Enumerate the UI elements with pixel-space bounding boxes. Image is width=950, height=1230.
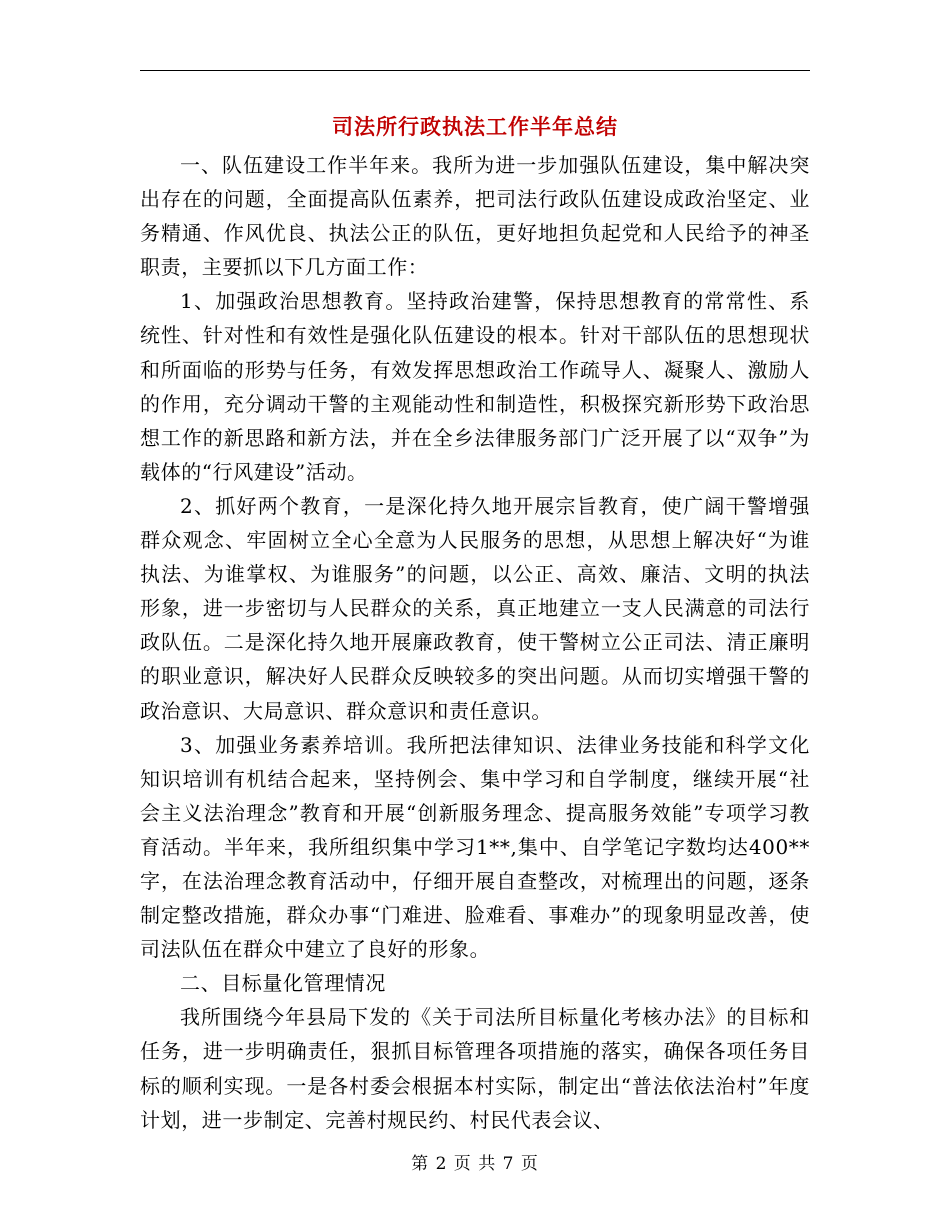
paragraph-target-management: 我所围绕今年县局下发的《关于司法所目标量化考核办法》的目标和任务，进一步明确责任，狠抓目标管理各项措施的落实，确保各项任务目标的顺利实现。一是各村委会根据本村实际，制定出“普法依法治村”年度计划，进一步制定、完善村规民约、村民代表会议、 — [140, 1005, 810, 1132]
section-heading-target-management: 二、目标量化管理情况 — [180, 971, 386, 996]
document-body — [140, 148, 810, 1137]
paragraph-two-educations: 2、抓好两个教育，一是深化持久地开展宗旨教育，使广阔干警增强群众观念、牢固树立全心全意为人民服务的思想，从思想上解决好“为谁执法、为谁掌权、为谁服务”的问题，以公正、高效、廉洁、文明的执法形象，进一步密切与人民群众的关系，真正地建立一支人民满意的司法行政队伍。二是深化持久地开展廉政教育，使干警树立公正司法、清正廉明的职业意识，解决好人民群众反映较多的突出问题。从而切实增强干警的政治意识、大局意识、群众意识和责任意识。 — [140, 493, 810, 723]
paragraph-team-building: 一、队伍建设工作半年来。我所为进一步加强队伍建设，集中解决突出存在的问题，全面提高队伍素养，把司法行政队伍建设成政治坚定、业务精通、作风优良、执法公正的队伍，更好地担负起党和人民给予的神圣职责，主要抓以下几方面工作： — [140, 153, 810, 280]
page-number: 第 2 页 共 7 页 — [411, 1154, 539, 1174]
paragraph-business-training: 3、加强业务素养培训。我所把法律知识、法律业务技能和科学文化知识培训有机结合起来，坚持例会、集中学习和自学制度，继续开展“社会主义法治理念”教育和开展“创新服务理念、提高服务效能”专项学习教育活动。半年来，我所组织集中学习1**,集中、自学笔记字数均达400**字，在法治理念教育活动中，仔细开展自查整改，对梳理出的问题，逐条制定整改措施，群众办事“门难进、脸难看、事难办”的现象明显改善，使司法队伍在群众中建立了良好的形象。 — [140, 732, 810, 962]
document-title: 司法所行政执法工作半年总结 — [332, 115, 618, 139]
paragraph-political-education: 1、加强政治思想教育。坚持政治建警，保持思想教育的常常性、系统性、针对性和有效性是强化队伍建设的根本。针对干部队伍的思想现状和所面临的形势与任务，有效发挥思想政治工作疏导人、凝聚人、激励人的作用，充分调动干警的主观能动性和制造性，积极探究新形势下政治思想工作的新思路和新方法，并在全乡法律服务部门广泛开展了以“双争”为载体的“行风建设”活动。 — [140, 289, 810, 484]
header-rule — [140, 70, 810, 71]
